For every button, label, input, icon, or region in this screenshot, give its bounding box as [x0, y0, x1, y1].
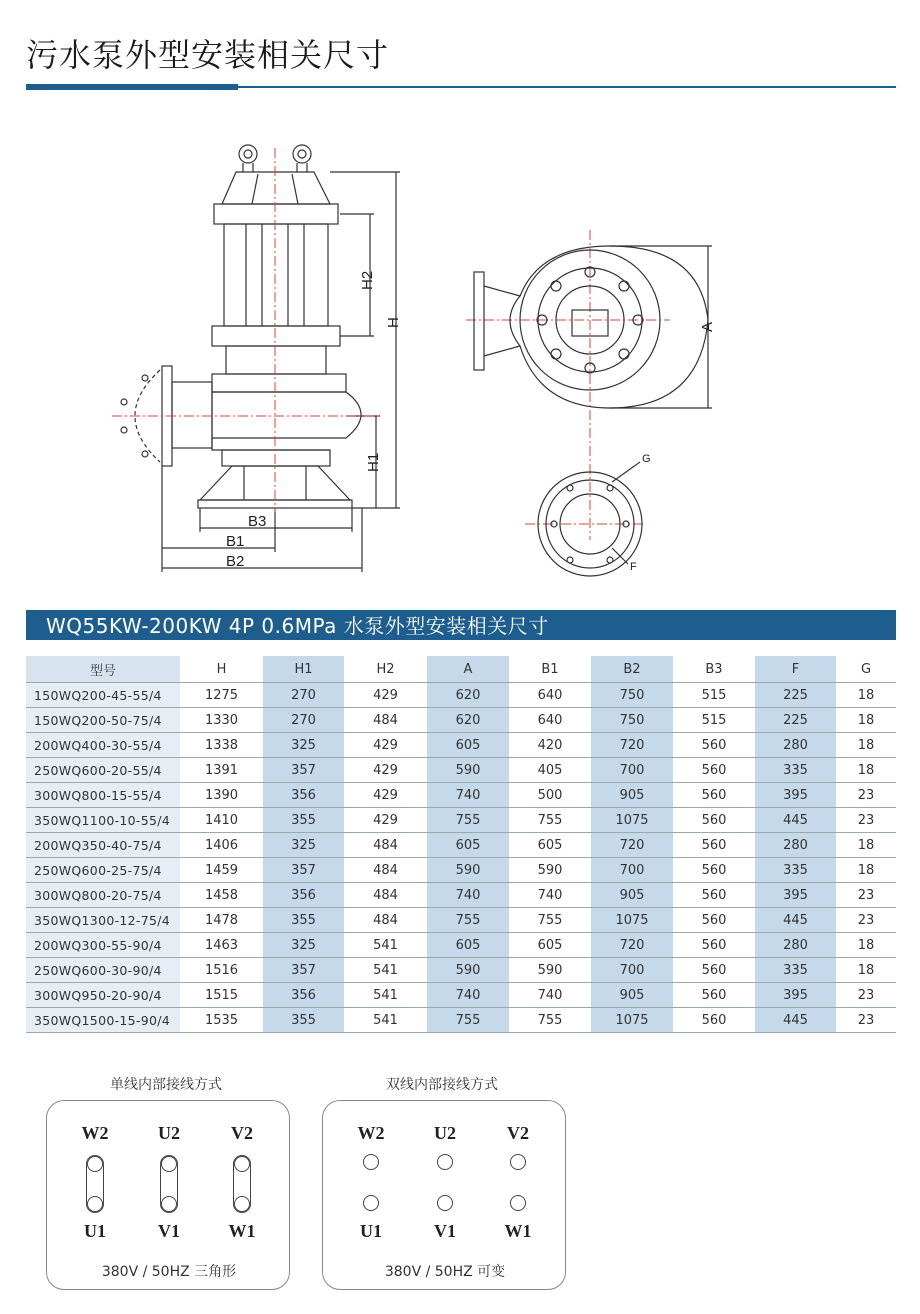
- table-row: [26, 833, 896, 858]
- value-cell: 541: [344, 983, 427, 1008]
- terminal-post: [87, 1156, 103, 1172]
- value-cell: 640: [509, 708, 591, 733]
- value-cell: 335: [755, 958, 836, 983]
- value-cell: 905: [591, 983, 673, 1008]
- terminal-post: [161, 1156, 177, 1172]
- value-cell: 605: [427, 933, 509, 958]
- value-cell: 620: [427, 708, 509, 733]
- table-row: [26, 683, 896, 708]
- value-cell: 590: [427, 958, 509, 983]
- value-cell: 720: [591, 833, 673, 858]
- dim-label-a: A: [699, 321, 716, 332]
- value-cell: 484: [344, 908, 427, 933]
- dim-label-b3: B3: [248, 513, 267, 530]
- value-cell: 429: [344, 733, 427, 758]
- table-row: [26, 933, 896, 958]
- value-cell: 23: [836, 908, 896, 933]
- value-cell: 515: [673, 708, 755, 733]
- value-cell: 700: [591, 758, 673, 783]
- terminal-label: V1: [158, 1221, 180, 1241]
- value-cell: 590: [427, 858, 509, 883]
- value-cell: 18: [836, 683, 896, 708]
- value-cell: 560: [673, 983, 755, 1008]
- value-cell: 18: [836, 858, 896, 883]
- double-wiring-caption: 380V / 50HZ 可变: [384, 1264, 506, 1280]
- col-header: H: [180, 656, 263, 683]
- value-cell: 1391: [180, 758, 263, 783]
- value-cell: 1075: [591, 808, 673, 833]
- single-wiring-caption: 380V / 50HZ 三角形: [101, 1264, 237, 1280]
- value-cell: 590: [427, 758, 509, 783]
- terminal-post: [161, 1196, 177, 1212]
- value-cell: 405: [509, 758, 591, 783]
- col-header: H2: [344, 656, 427, 683]
- value-cell: 18: [836, 733, 896, 758]
- value-cell: 755: [509, 808, 591, 833]
- model-cell: 150WQ200-50-75/4: [26, 708, 180, 733]
- value-cell: 429: [344, 683, 427, 708]
- value-cell: 560: [673, 933, 755, 958]
- value-cell: 605: [509, 833, 591, 858]
- value-cell: 23: [836, 808, 896, 833]
- value-cell: 356: [263, 983, 344, 1008]
- dim-label-h1: H1: [365, 452, 382, 472]
- value-cell: 23: [836, 883, 896, 908]
- terminal-post: [510, 1195, 526, 1211]
- value-cell: 905: [591, 783, 673, 808]
- value-cell: 18: [836, 758, 896, 783]
- col-header: F: [755, 656, 836, 683]
- value-cell: 23: [836, 783, 896, 808]
- value-cell: 429: [344, 808, 427, 833]
- model-cell: 250WQ600-30-90/4: [26, 958, 180, 983]
- value-cell: 445: [755, 1008, 836, 1033]
- value-cell: 560: [673, 958, 755, 983]
- value-cell: 1390: [180, 783, 263, 808]
- col-header: H1: [263, 656, 344, 683]
- terminal-post: [234, 1156, 250, 1172]
- value-cell: 1478: [180, 908, 263, 933]
- value-cell: 484: [344, 833, 427, 858]
- model-cell: 200WQ350-40-75/4: [26, 833, 180, 858]
- value-cell: 620: [427, 683, 509, 708]
- value-cell: 356: [263, 783, 344, 808]
- table-header-row: [26, 656, 896, 683]
- value-cell: 356: [263, 883, 344, 908]
- value-cell: 225: [755, 708, 836, 733]
- value-cell: 560: [673, 733, 755, 758]
- value-cell: 560: [673, 908, 755, 933]
- table-row: [26, 1008, 896, 1033]
- value-cell: 280: [755, 833, 836, 858]
- value-cell: 755: [509, 908, 591, 933]
- value-cell: 18: [836, 958, 896, 983]
- value-cell: 1075: [591, 1008, 673, 1033]
- value-cell: 429: [344, 758, 427, 783]
- value-cell: 560: [673, 808, 755, 833]
- terminal-post: [510, 1154, 526, 1170]
- value-cell: 325: [263, 833, 344, 858]
- value-cell: 700: [591, 858, 673, 883]
- terminal-label: U1: [84, 1221, 106, 1241]
- dimension-table: [26, 656, 896, 1033]
- value-cell: 1338: [180, 733, 263, 758]
- model-cell: 300WQ800-15-55/4: [26, 783, 180, 808]
- value-cell: 1330: [180, 708, 263, 733]
- value-cell: 1463: [180, 933, 263, 958]
- value-cell: 484: [344, 883, 427, 908]
- dim-label-f: F: [630, 561, 637, 573]
- model-cell: 200WQ300-55-90/4: [26, 933, 180, 958]
- value-cell: 905: [591, 883, 673, 908]
- value-cell: 560: [673, 833, 755, 858]
- pump-dimension-drawing: [0, 120, 920, 590]
- value-cell: 541: [344, 958, 427, 983]
- value-cell: 23: [836, 1008, 896, 1033]
- value-cell: 750: [591, 683, 673, 708]
- value-cell: 755: [509, 1008, 591, 1033]
- model-cell: 250WQ600-25-75/4: [26, 858, 180, 883]
- table-title-bar: WQ55KW-200KW 4P 0.6MPa 水泵外型安装相关尺寸: [26, 610, 896, 640]
- terminal-label: U1: [360, 1221, 382, 1241]
- value-cell: 750: [591, 708, 673, 733]
- value-cell: 1516: [180, 958, 263, 983]
- value-cell: 755: [427, 808, 509, 833]
- value-cell: 484: [344, 708, 427, 733]
- value-cell: 560: [673, 1008, 755, 1033]
- double-wiring-box: [322, 1100, 566, 1290]
- col-header: B2: [591, 656, 673, 683]
- value-cell: 355: [263, 1008, 344, 1033]
- value-cell: 590: [509, 858, 591, 883]
- value-cell: 270: [263, 683, 344, 708]
- terminal-label: W2: [81, 1123, 109, 1143]
- value-cell: 445: [755, 808, 836, 833]
- value-cell: 605: [509, 933, 591, 958]
- value-cell: 515: [673, 683, 755, 708]
- value-cell: 357: [263, 958, 344, 983]
- table-row: [26, 858, 896, 883]
- value-cell: 500: [509, 783, 591, 808]
- value-cell: 1515: [180, 983, 263, 1008]
- table-row: [26, 708, 896, 733]
- value-cell: 755: [427, 908, 509, 933]
- value-cell: 325: [263, 933, 344, 958]
- terminal-label: V2: [231, 1123, 253, 1143]
- value-cell: 720: [591, 933, 673, 958]
- terminal-post: [87, 1196, 103, 1212]
- value-cell: 355: [263, 908, 344, 933]
- value-cell: 541: [344, 1008, 427, 1033]
- table-row: [26, 783, 896, 808]
- model-cell: 300WQ800-20-75/4: [26, 883, 180, 908]
- value-cell: 270: [263, 708, 344, 733]
- value-cell: 420: [509, 733, 591, 758]
- value-cell: 1535: [180, 1008, 263, 1033]
- value-cell: 395: [755, 983, 836, 1008]
- value-cell: 1075: [591, 908, 673, 933]
- title-underline-accent: [26, 84, 238, 90]
- value-cell: 1458: [180, 883, 263, 908]
- value-cell: 335: [755, 858, 836, 883]
- value-cell: 1410: [180, 808, 263, 833]
- value-cell: 445: [755, 908, 836, 933]
- value-cell: 335: [755, 758, 836, 783]
- terminal-label: U2: [158, 1123, 180, 1143]
- model-cell: 200WQ400-30-55/4: [26, 733, 180, 758]
- value-cell: 1406: [180, 833, 263, 858]
- single-wiring-box: [46, 1100, 290, 1290]
- col-header: 型号: [26, 656, 180, 683]
- value-cell: 395: [755, 783, 836, 808]
- value-cell: 740: [427, 983, 509, 1008]
- value-cell: 740: [427, 883, 509, 908]
- dim-label-h2: H2: [359, 270, 376, 290]
- double-wiring-title: 双线内部接线方式: [386, 1077, 498, 1093]
- value-cell: 484: [344, 858, 427, 883]
- value-cell: 18: [836, 708, 896, 733]
- terminal-label: W2: [357, 1123, 385, 1143]
- value-cell: 755: [427, 1008, 509, 1033]
- terminal-post: [234, 1196, 250, 1212]
- dim-label-g: G: [642, 453, 651, 465]
- col-header: B1: [509, 656, 591, 683]
- terminal-label: V1: [434, 1221, 456, 1241]
- value-cell: 18: [836, 933, 896, 958]
- terminal-label: U2: [434, 1123, 456, 1143]
- value-cell: 429: [344, 783, 427, 808]
- table-row: [26, 733, 896, 758]
- table-row: [26, 758, 896, 783]
- value-cell: 395: [755, 883, 836, 908]
- terminal-label: V2: [507, 1123, 529, 1143]
- value-cell: 355: [263, 808, 344, 833]
- value-cell: 23: [836, 983, 896, 1008]
- value-cell: 357: [263, 758, 344, 783]
- value-cell: 1459: [180, 858, 263, 883]
- model-cell: 300WQ950-20-90/4: [26, 983, 180, 1008]
- terminal-post: [437, 1154, 453, 1170]
- model-cell: 350WQ1500-15-90/4: [26, 1008, 180, 1033]
- table-row: [26, 883, 896, 908]
- value-cell: 740: [509, 883, 591, 908]
- value-cell: 740: [509, 983, 591, 1008]
- value-cell: 605: [427, 833, 509, 858]
- value-cell: 560: [673, 858, 755, 883]
- terminal-label: W1: [504, 1221, 532, 1241]
- page-title: 污水泵外型安装相关尺寸: [26, 36, 390, 74]
- value-cell: 700: [591, 958, 673, 983]
- col-header: A: [427, 656, 509, 683]
- dim-label-b1: B1: [226, 533, 245, 550]
- model-cell: 350WQ1300-12-75/4: [26, 908, 180, 933]
- value-cell: 325: [263, 733, 344, 758]
- value-cell: 357: [263, 858, 344, 883]
- value-cell: 18: [836, 833, 896, 858]
- value-cell: 720: [591, 733, 673, 758]
- value-cell: 541: [344, 933, 427, 958]
- dim-label-b2: B2: [226, 553, 245, 570]
- value-cell: 740: [427, 783, 509, 808]
- model-cell: 250WQ600-20-55/4: [26, 758, 180, 783]
- table-row: [26, 983, 896, 1008]
- table-row: [26, 958, 896, 983]
- value-cell: 560: [673, 783, 755, 808]
- model-cell: 150WQ200-45-55/4: [26, 683, 180, 708]
- title-underline: [238, 86, 896, 88]
- terminal-post: [363, 1195, 379, 1211]
- col-header: B3: [673, 656, 755, 683]
- value-cell: 225: [755, 683, 836, 708]
- terminal-post: [437, 1195, 453, 1211]
- terminal-post: [363, 1154, 379, 1170]
- value-cell: 1275: [180, 683, 263, 708]
- table-row: [26, 908, 896, 933]
- col-header: G: [836, 656, 896, 683]
- value-cell: 560: [673, 758, 755, 783]
- value-cell: 590: [509, 958, 591, 983]
- value-cell: 560: [673, 883, 755, 908]
- value-cell: 280: [755, 733, 836, 758]
- value-cell: 640: [509, 683, 591, 708]
- table-row: [26, 808, 896, 833]
- value-cell: 280: [755, 933, 836, 958]
- model-cell: 350WQ1100-10-55/4: [26, 808, 180, 833]
- dim-label-h: H: [385, 317, 402, 328]
- single-wiring-title: 单线内部接线方式: [110, 1077, 222, 1093]
- value-cell: 605: [427, 733, 509, 758]
- terminal-label: W1: [228, 1221, 256, 1241]
